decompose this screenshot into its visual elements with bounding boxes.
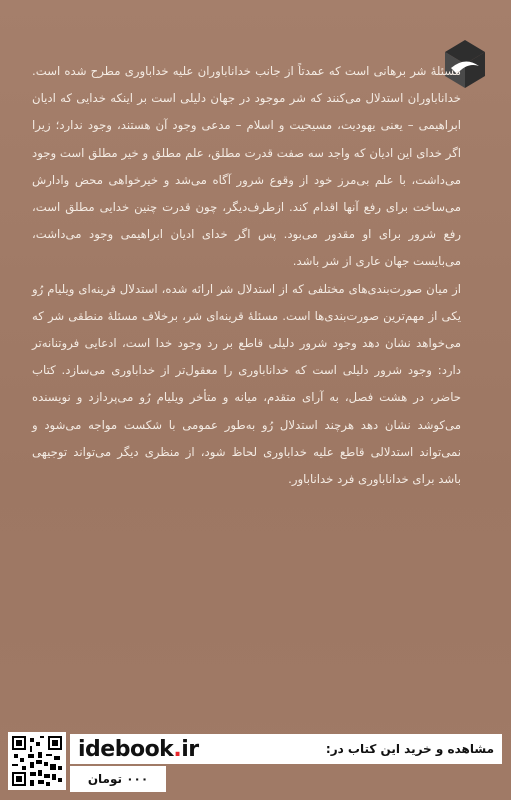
- description-paragraph-1: مسئلهٔ شر برهانی است که عمدتاً از جانب خداناباوران علیه خداباوری مطرح شده است. خداناباوران استدلال می‌کنند که شر موجود در جهان دلیلی است بر اینکه خدایی که ادیان ابراهیمی – یعنی یهودیت، مسیحیت و اسلام – مدعی وجود آن هستند، وجود ندارد؛ زیرا اگر خدای این ادیان که واجد سه صفت قدرت مطلق، علم مطلق و خیر مطلق است وجود می‌داشت، با علم بی‌مرز خود از وقوع شرور آگاه می‌شد و خیرخواهی محض وادارش می‌ساخت برای رفع آنها اقدام کند. ازطرف‌دیگر، چون قدرت چنین خدایی مطلق است، رفع شرور برای او مقدور می‌بود. پس اگر خدای ادیان ابراهیمی وجود می‌داشت، می‌بایست جهان عاری از شر باشد.: [32, 64, 461, 269]
- store-cta-text: مشاهده و خرید این کتاب در:: [325, 742, 494, 756]
- qr-code-icon: [12, 736, 62, 786]
- store-banner[interactable]: [70, 734, 502, 764]
- store-site-name[interactable]: idebook.ir: [78, 736, 199, 762]
- qr-code[interactable]: [8, 732, 66, 790]
- description-paragraph-2: از میان صورت‌بندی‌های مختلفی که از استدلال شر ارائه شده، استدلال قرینه‌ای ویلیام رُو یکی از مهم‌ترین صورت‌بندی‌ها است. مسئلهٔ قرینه‌ای شر، برخلاف مسئلهٔ منطقی شر که می‌خواهد نشان دهد وجود شرور دلیلی قاطع بر رد وجود خدا است، ادعایی فروتنانه‌تر دارد: وجود شرور دلیلی است که خداناباوری را معقول‌تر از خداباوری می‌سازد. کتاب حاضر، در هشت فصل، به آرای متقدم، میانه و متأخر ویلیام رُو می‌پردازد و نویسنده می‌کوشد نشان دهد هرچند استدلال رُو به‌طور عمومی با شکست مواجه می‌شود و نمی‌تواند استدلالی قاطع علیه خداباوری لحاظ شود، از منظری دیگر می‌تواند توجیهی باشد برای خداناباوری فرد خداناباور.: [32, 281, 461, 487]
- price-text: ۰۰۰ تومان: [87, 772, 149, 786]
- price-tag: [70, 766, 166, 792]
- book-description: [32, 58, 461, 493]
